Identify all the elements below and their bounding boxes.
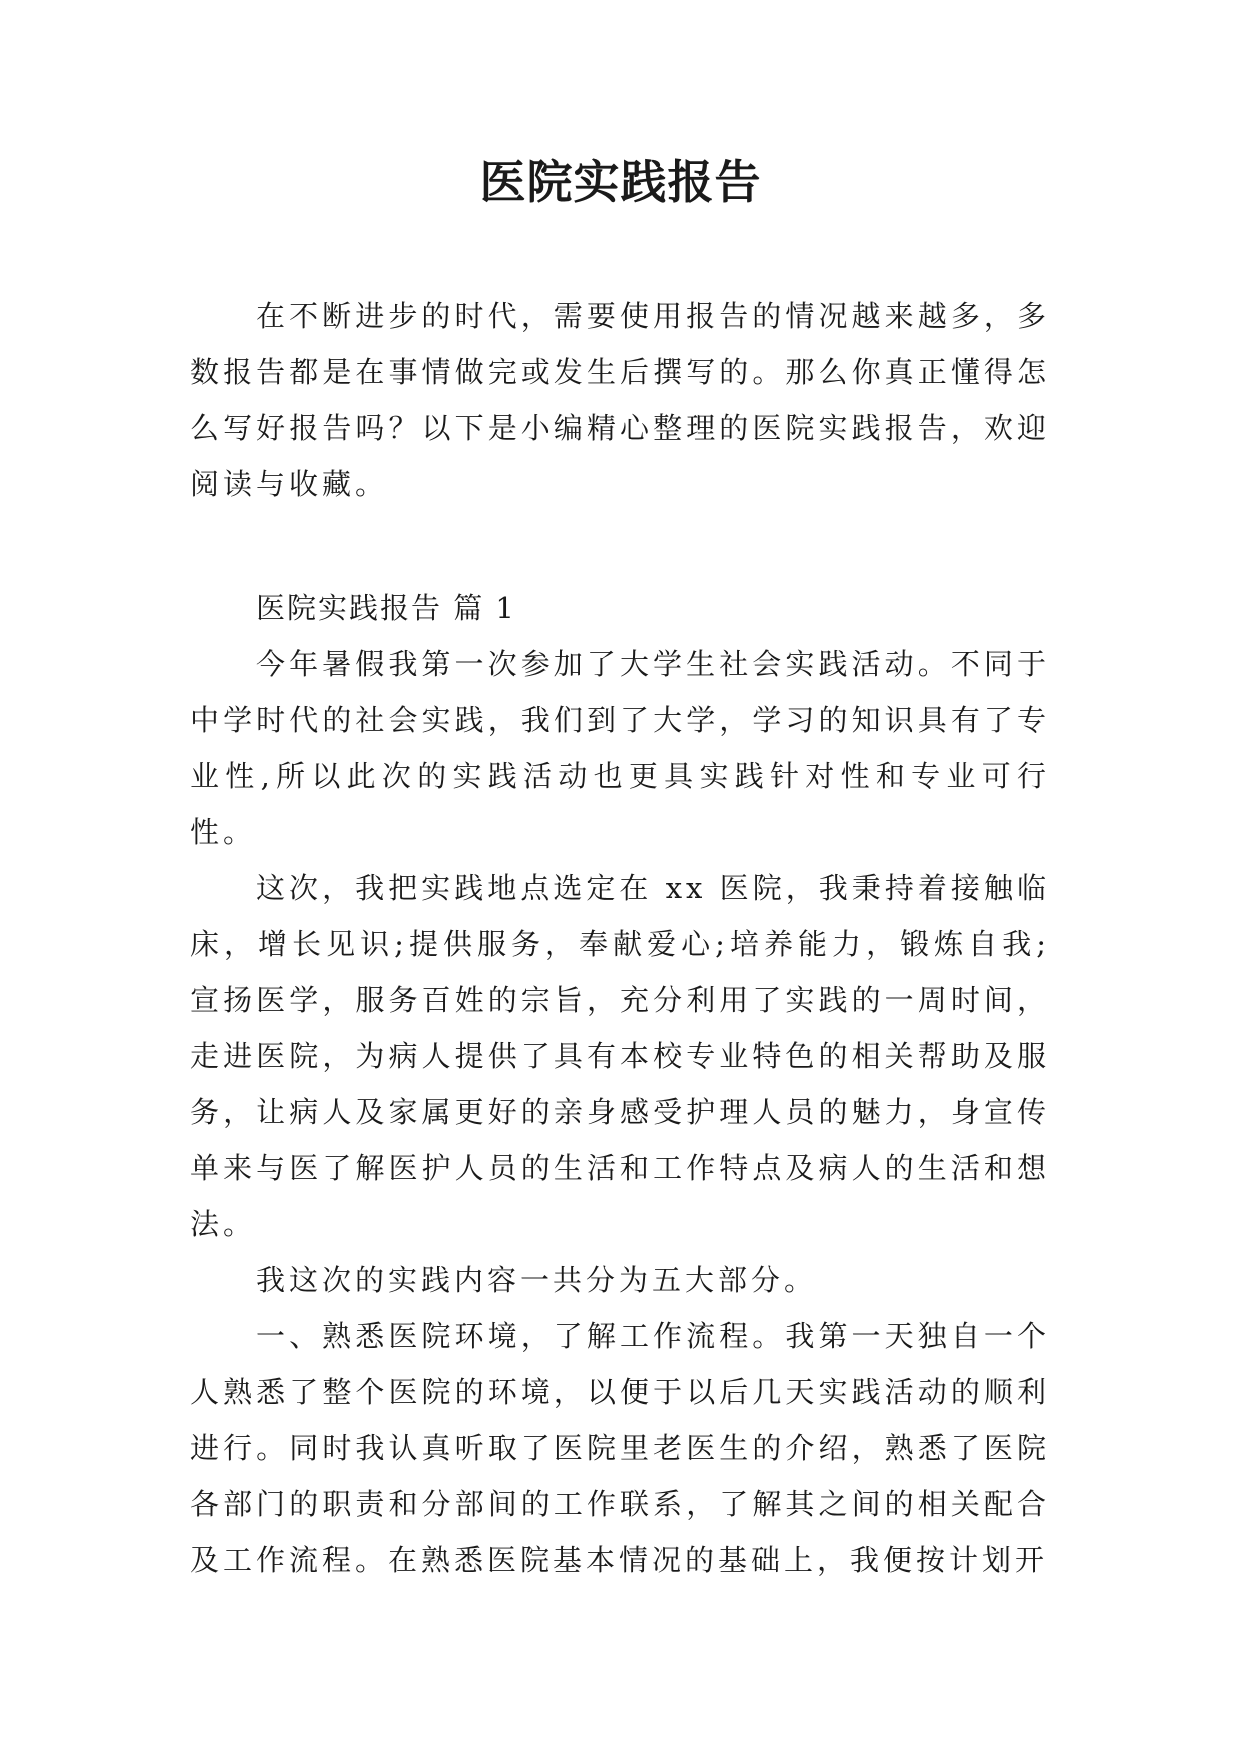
body-paragraph-2: 这次，我把实践地点选定在 xx 医院，我秉持着接触临床，增长见识;提供服务，奉献爱心;培养能力，锻炼自我;宣扬医学，服务百姓的宗旨，充分利用了实践的一周时间，走进医院，为病人提供了具有本校专业特色的相关帮助及服务，让病人及家属更好的亲身感受护理人员的魅力，身宣传单来与医了解医护人员的生活和工作特点及病人的生活和想法。: [190, 871, 1050, 1241]
intro-block: [190, 288, 1050, 512]
body-paragraph-1: 今年暑假我第一次参加了大学生社会实践活动。不同于中学时代的社会实践，我们到了大学，学习的知识具有了专业性,所以此次的实践活动也更具实践针对性和专业可行性。: [190, 647, 1050, 849]
body-paragraph-3: 我这次的实践内容一共分为五大部分。: [256, 1263, 818, 1297]
section-heading: 医院实践报告 篇 1: [256, 591, 516, 625]
section-1: [190, 580, 1050, 1588]
document-title: 医院实践报告: [479, 155, 762, 209]
intro-paragraph: 在不断进步的时代，需要使用报告的情况越来越多，多数报告都是在事情做完或发生后撰写的。那么你真正懂得怎么写好报告吗？以下是小编精心整理的医院实践报告，欢迎阅读与收藏。: [190, 299, 1050, 501]
body-paragraph-4: 一、熟悉医院环境，了解工作流程。我第一天独自一个人熟悉了整个医院的环境，以便于以后几天实践活动的顺利进行。同时我认真听取了医院里老医生的介绍，熟悉了医院各部门的职责和分部间的工作联系，了解其之间的相关配合及工作流程。在熟悉医院基本情况的基础上，我便按计划开: [190, 1319, 1050, 1577]
